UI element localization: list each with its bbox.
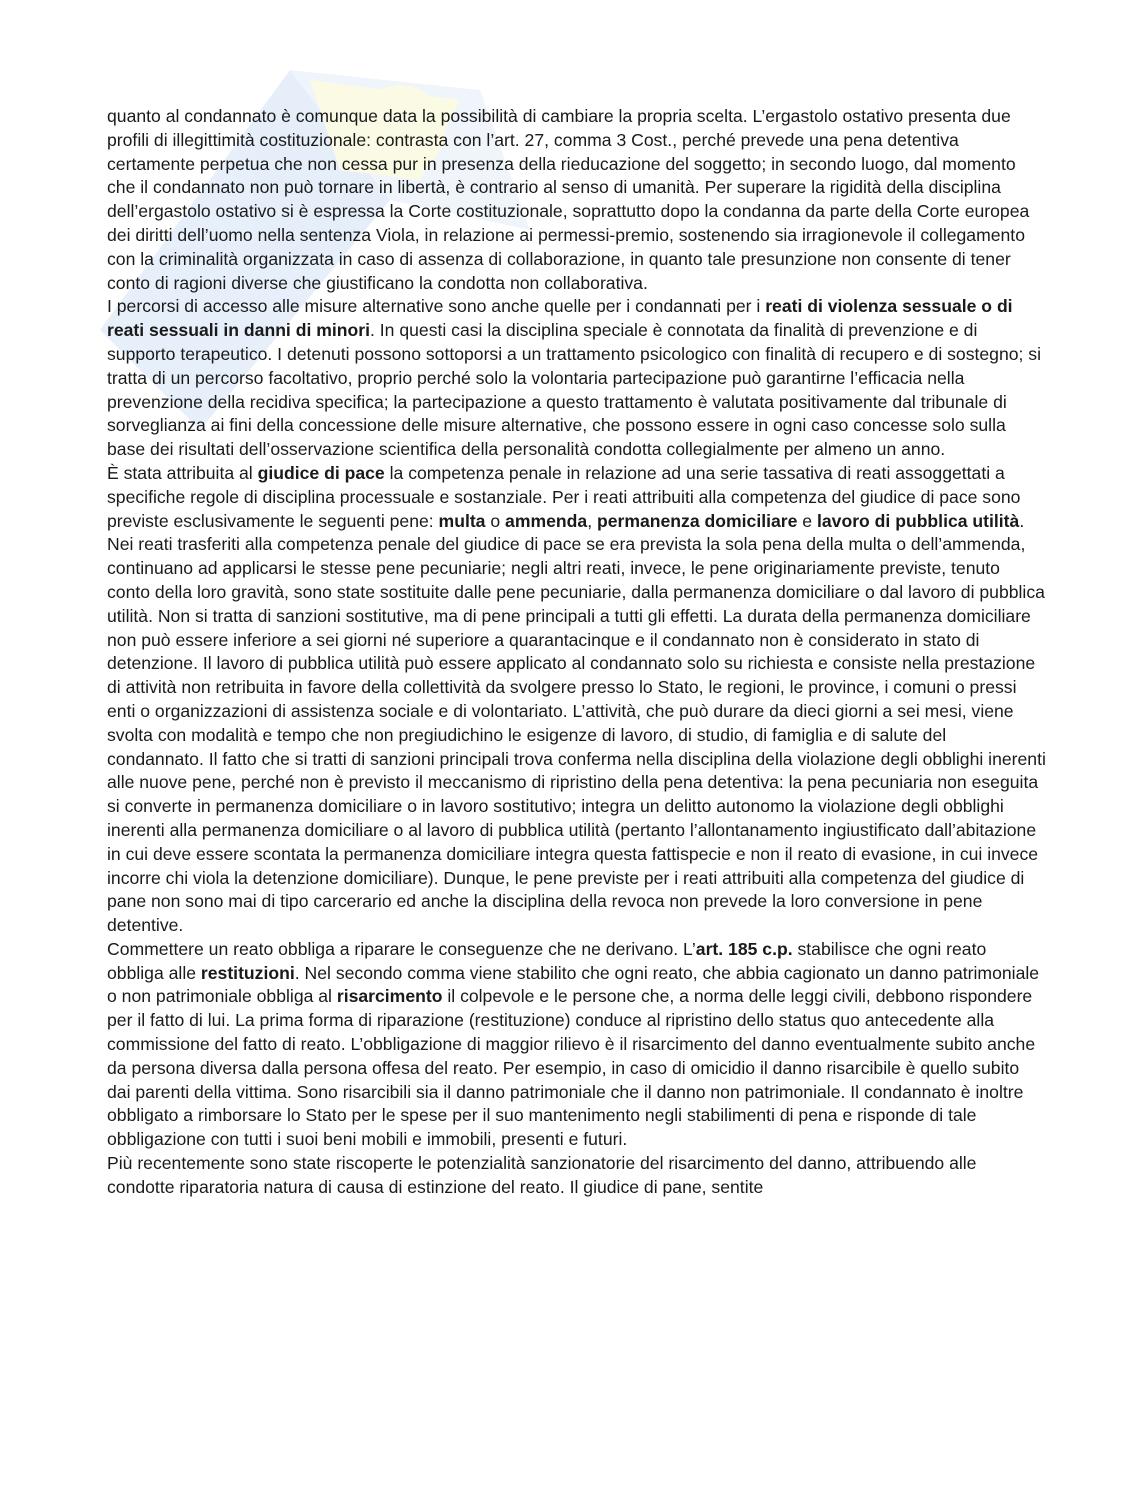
text-run: È stata attribuita al <box>107 462 258 483</box>
bold-text: multa <box>438 510 486 531</box>
bold-text: giudice di pace <box>257 462 385 483</box>
paragraph <box>107 295 1047 462</box>
text-run: e <box>797 510 817 531</box>
bold-text: restituzioni <box>200 962 295 983</box>
bold-text: ammenda <box>505 510 588 531</box>
text-run: la competenza penale in relazione ad una serie tassativa di reati assoggettati a specifiche regole di disciplina processuale e sostanziale. Per i reati attribuiti alla competenza del giudice di pace sono previste esclusivamente le seguenti pene: <box>107 462 1021 531</box>
paragraph <box>107 462 1047 938</box>
text-run: . Nel secondo comma viene stabilito che ogni reato, che abbia cagionato un danno patrimoniale o non patrimoniale obbliga al <box>107 962 1040 1007</box>
text-run: Più recentemente sono state riscoperte le potenzialità sanzionatorie del risarcimento del danno, attribuendo alle condotte riparatoria natura di causa di estinzione del reato. Il giudice di pane, sentite <box>107 1153 977 1197</box>
text-run: Commettere un reato obbliga a riparare le conseguenze che ne derivano. L’ <box>107 938 696 959</box>
paragraph <box>107 938 1047 1152</box>
text-run: stabilisce che ogni reato obbliga alle <box>107 938 987 983</box>
bold-text: lavoro di pubblica utilità <box>816 510 1020 531</box>
text-run: I percorsi di accesso alle misure alternative sono anche quelle per i condannati per i <box>107 296 766 317</box>
text-run: quanto al condannato è comunque data la possibilità di cambiare la propria scelta. L’ergastolo ostativo presenta due profili di illegittimità costituzionale: contrasta con l’art. 27, comma 3 Cost., perché prevede una pena detentiva certamente perpetua che non cessa pur in presenza della rieducazione del soggetto; in secondo luogo, dal momento che il condannato non può tornare in libertà, è contrario al senso di umanità. Per superare la rigidità della disciplina dell’ergastolo ostativo si è espressa la Corte costituzionale, soprattutto dopo la condanna da parte della Corte europea dei diritti dell’uomo nella sentenza Viola, in relazione ai permessi-premio, sostenendo sia irragionevole il collegamento con la criminalità organizzata in caso di assenza di collaborazione, in quanto tale presunzione non consente di tener conto di ragioni diverse che giustificano la condotta non collaborativa. <box>107 106 1030 293</box>
text-run: o <box>485 510 506 531</box>
bold-text: art. 185 c.p. <box>695 938 793 959</box>
paragraph <box>107 1152 1047 1200</box>
document-body <box>107 105 1047 1200</box>
text-run: il colpevole e le persone che, a norma delle leggi civili, debbono rispondere per il fatto di lui. La prima forma di riparazione (restituzione) conduce al ripristino dello status quo antecedente alla commissione del fatto di reato. L’obbligazione di maggior rilievo è il risarcimento del danno eventualmente subito anche da persona diversa dalla persona offesa del reato. Per esempio, in caso di omicidio il danno risarcibile è quello subito dai parenti della vittima. Sono risarcibili sia il danno patrimoniale che il danno non patrimoniale. Il condannato è inoltre obbligato a rimborsare lo Stato per le spese per il suo mantenimento negli stabilimenti di pena e risponde di tale obbligazione con tutti i suoi beni mobili e immobili, presenti e futuri. <box>107 986 1036 1150</box>
bold-text: permanenza domiciliare <box>596 510 798 531</box>
bold-text: reati di violenza sessuale o di reati sessuali in danni di minori <box>107 296 1013 341</box>
text-run: . Nei reati trasferiti alla competenza penale del giudice di pace se era prevista la sola pena della multa o dell’ammenda, continuano ad applicarsi le stesse pene pecuniarie; negli altri reati, invece, le pene originariamente previste, tenuto conto della loro gravità, sono state sostituite dalle pene pecuniarie, dalla permanenza domiciliare o dal lavoro di pubblica utilità. Non si tratta di sanzioni sostitutive, ma di pene principali a tutti gli effetti. La durata della permanenza domiciliare non può essere inferiore a sei giorni né superiore a quarantacinque e il condannato non è considerato in stato di detenzione. Il lavoro di pubblica utilità può essere applicato al condannato solo su richiesta e consiste nella prestazione di attività non retribuita in favore della collettività da svolgere presso lo Stato, le regioni, le province, i comuni o pressi enti o organizzazioni di assistenza sociale e di volontariato. L’attività, che può durare da dieci giorni a sei mesi, viene svolta con modalità e tempo che non pregiudichino le esigenze di lavoro, di studio, di famiglia e di salute del condannato. Il fatto che si tratti di sanzioni principali trova conferma nella disciplina della violazione degli obblighi inerenti alle nuove pene, perché non è previsto il meccanismo di ripristino della pena detentiva: la pena pecuniaria non eseguita si converte in permanenza domiciliare o in lavoro sostitutivo; integra un delitto autonomo la violazione degli obblighi inerenti alla permanenza domiciliare o al lavoro di pubblica utilità (pertanto l’allontanamento ingiustificato dall’abitazione in cui deve essere scontata la permanenza domiciliare integra questa fattispecie e non il reato di evasione, in cui invece incorre chi viola la detenzione domiciliare). Dunque, le pene previste per i reati attribuiti alla competenza del giudice di pane non sono mai di tipo carcerario ed anche la disciplina della revoca non prevede la loro conversione in pene detentive. <box>107 510 1046 936</box>
bold-text: risarcimento <box>336 986 443 1007</box>
text-run: . In questi casi la disciplina speciale è connotata da finalità di prevenzione e di supporto terapeutico. I detenuti possono sottoporsi a un trattamento psicologico con finalità di recupero e di sostegno; si tratta di un percorso facoltativo, proprio perché solo la volontaria partecipazione può garantirne l’efficacia nella prevenzione della recidiva specifica; la partecipazione a questo trattamento è valutata positivamente dal tribunale di sorveglianza ai fini della concessione delle misure alternative, che possono essere in ogni caso concesse solo sulla base dei risultati dell’osservazione scientifica della personalità condotta collegialmente per almeno un anno. <box>107 320 1042 460</box>
paragraph <box>107 105 1047 295</box>
text-run: , <box>587 510 597 531</box>
